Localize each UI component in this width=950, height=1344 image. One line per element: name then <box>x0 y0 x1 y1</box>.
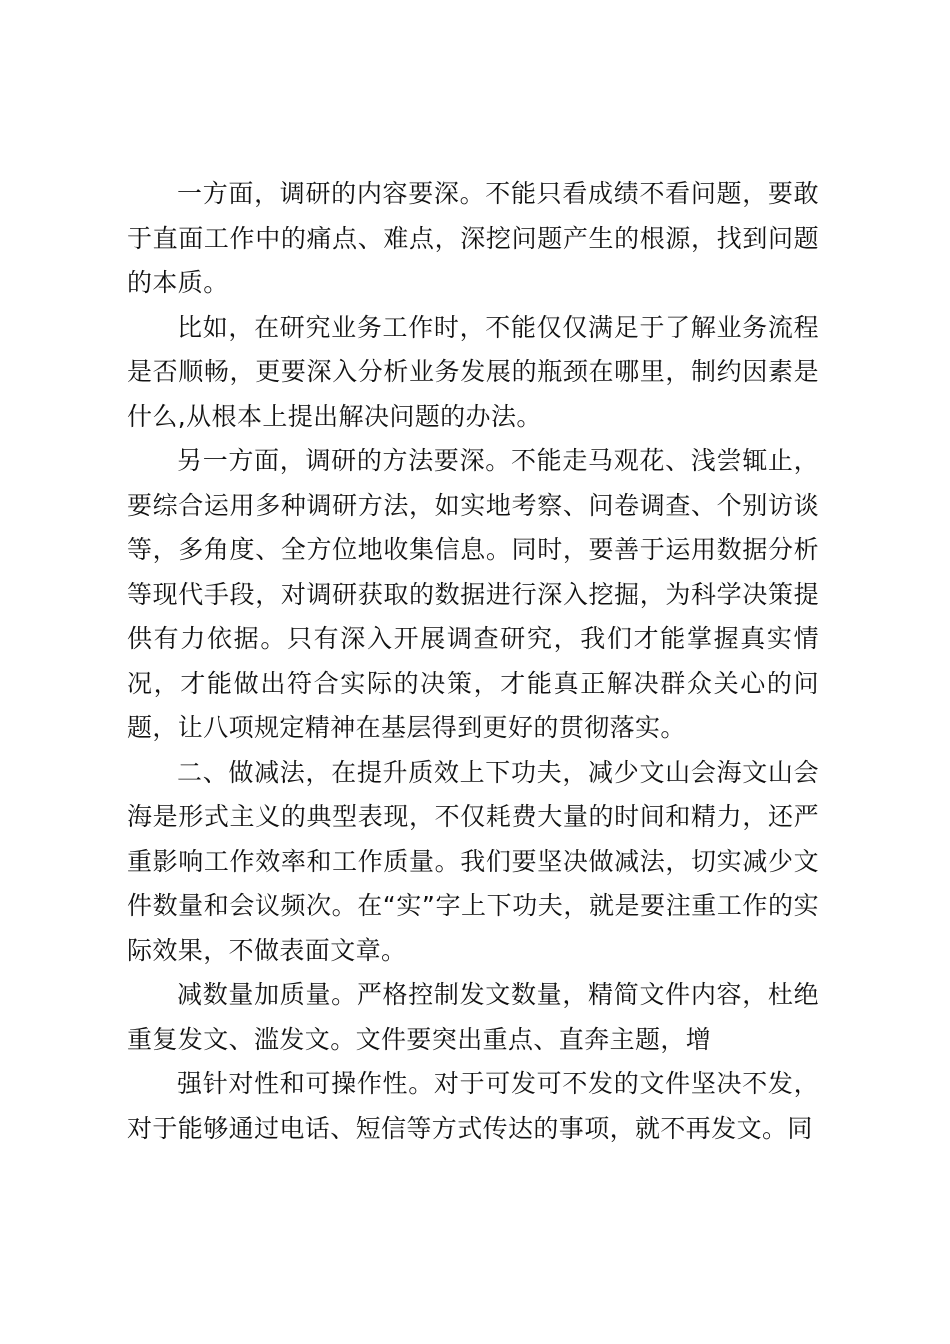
document-body <box>127 172 819 1151</box>
paragraph-1: 一方面，调研的内容要深。不能只看成绩不看问题，要敢于直面工作中的痛点、难点，深挖问题产生的根源，找到问题的本质。 <box>127 179 819 297</box>
paragraph-5: 减数量加质量。严格控制发文数量，精简文件内容，杜绝重复发文、滥发文。文件要突出重点、直奔主题，增 <box>127 980 819 1054</box>
paragraph-6: 强针对性和可操作性。对于可发可不发的文件坚决不发，对于能够通过电话、短信等方式传达的事项，就不再发文。同 <box>127 1069 819 1143</box>
paragraph-2: 比如，在研究业务工作时，不能仅仅满足于了解业务流程是否顺畅，更要深入分析业务发展的瓶颈在哪里，制约因素是什么,从根本上提出解决问题的办法。 <box>127 312 819 431</box>
paragraph-4: 二、做减法，在提升质效上下功夫，减少文山会海文山会海是形式主义的典型表现，不仅耗费大量的时间和精力，还严重影响工作效率和工作质量。我们要坚决做减法，切实减少文件数量和会议频次。在“实”字上下功夫，就是要注重工作的实际效果，不做表面文章。 <box>127 757 819 965</box>
paragraph-3: 另一方面，调研的方法要深。不能走马观花、浅尝辄止，要综合运用多种调研方法，如实地考察、问卷调查、个别访谈等，多角度、全方位地收集信息。同时，要善于运用数据分析等现代手段，对调研获取的数据进行深入挖掘，为科学决策提供有力依据。只有深入开展调查研究，我们才能掌握真实情况，才能做出符合实际的决策，才能真正解决群众关心的问题，让八项规定精神在基层得到更好的贯彻落实。 <box>127 446 819 742</box>
